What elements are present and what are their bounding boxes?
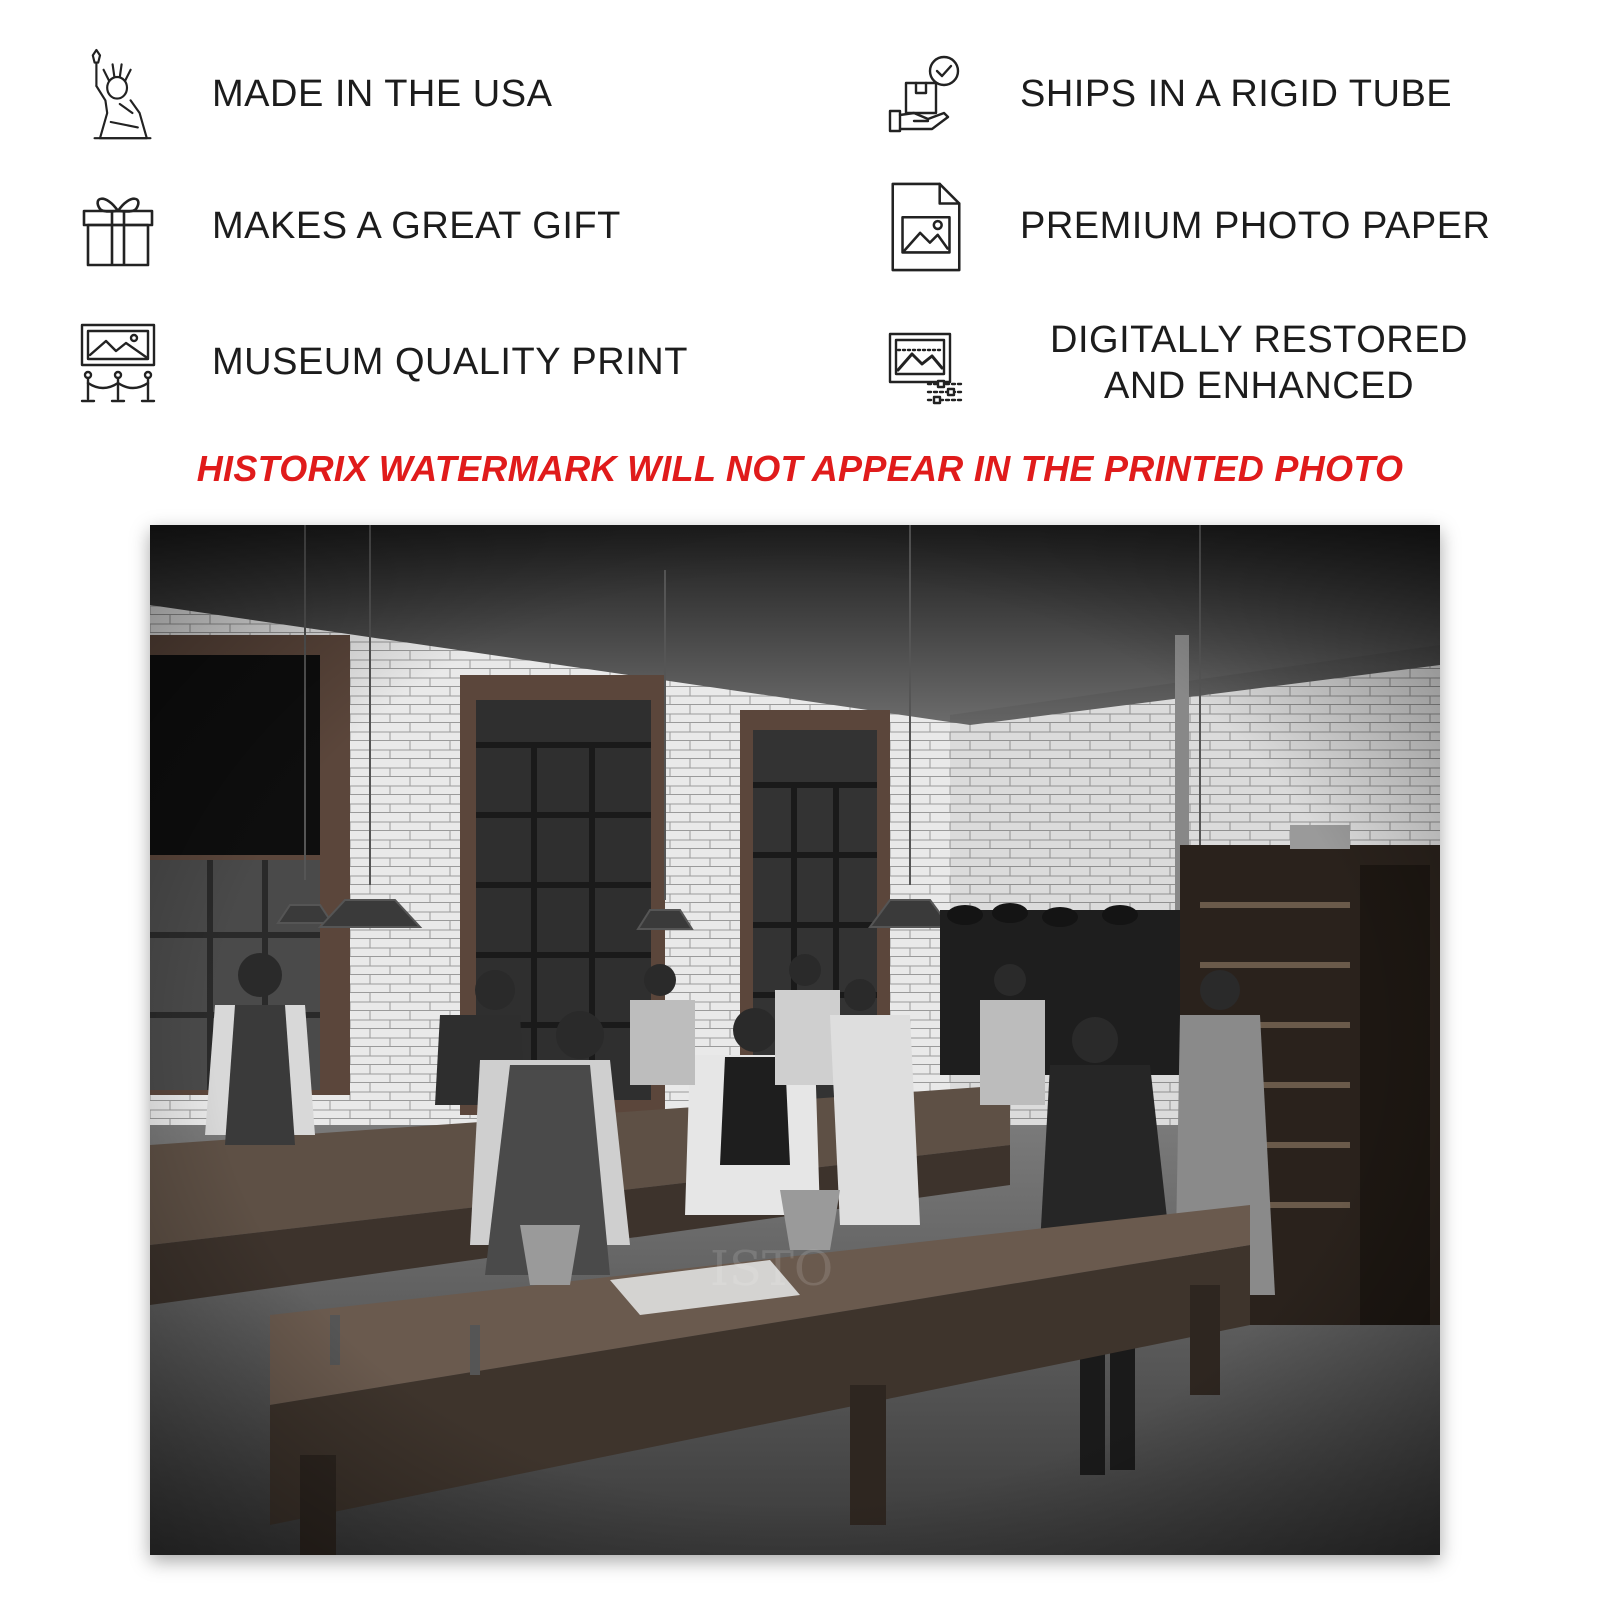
statue-of-liberty-icon [80, 50, 156, 140]
image-file-icon [888, 182, 964, 272]
feature-label: SHIPS IN A RIGID TUBE [1020, 73, 1453, 116]
feature-made-in-usa [80, 50, 552, 140]
image-adjust-icon [888, 319, 964, 409]
museum-frame-icon [80, 318, 156, 408]
feature-label: DIGITALLY RESTORED AND ENHANCED [1050, 319, 1468, 407]
feature-great-gift [80, 182, 621, 272]
gift-box-icon [80, 182, 156, 272]
feature-rigid-tube [888, 50, 1452, 140]
watermark-notice: HISTORIX WATERMARK WILL NOT APPEAR IN THE PRINTED PHOTO [196, 448, 1404, 489]
feature-label: MAKES A GREAT GIFT [212, 205, 621, 248]
feature-label: MUSEUM QUALITY PRINT [212, 341, 688, 384]
feature-museum-quality [80, 318, 688, 408]
feature-photo-paper [888, 182, 1491, 272]
package-check-icon [888, 50, 964, 140]
workshop-photo [150, 525, 1440, 1555]
feature-digitally-restored [888, 318, 1504, 409]
feature-label: PREMIUM PHOTO PAPER [1020, 205, 1491, 248]
feature-label: MADE IN THE USA [212, 73, 553, 116]
